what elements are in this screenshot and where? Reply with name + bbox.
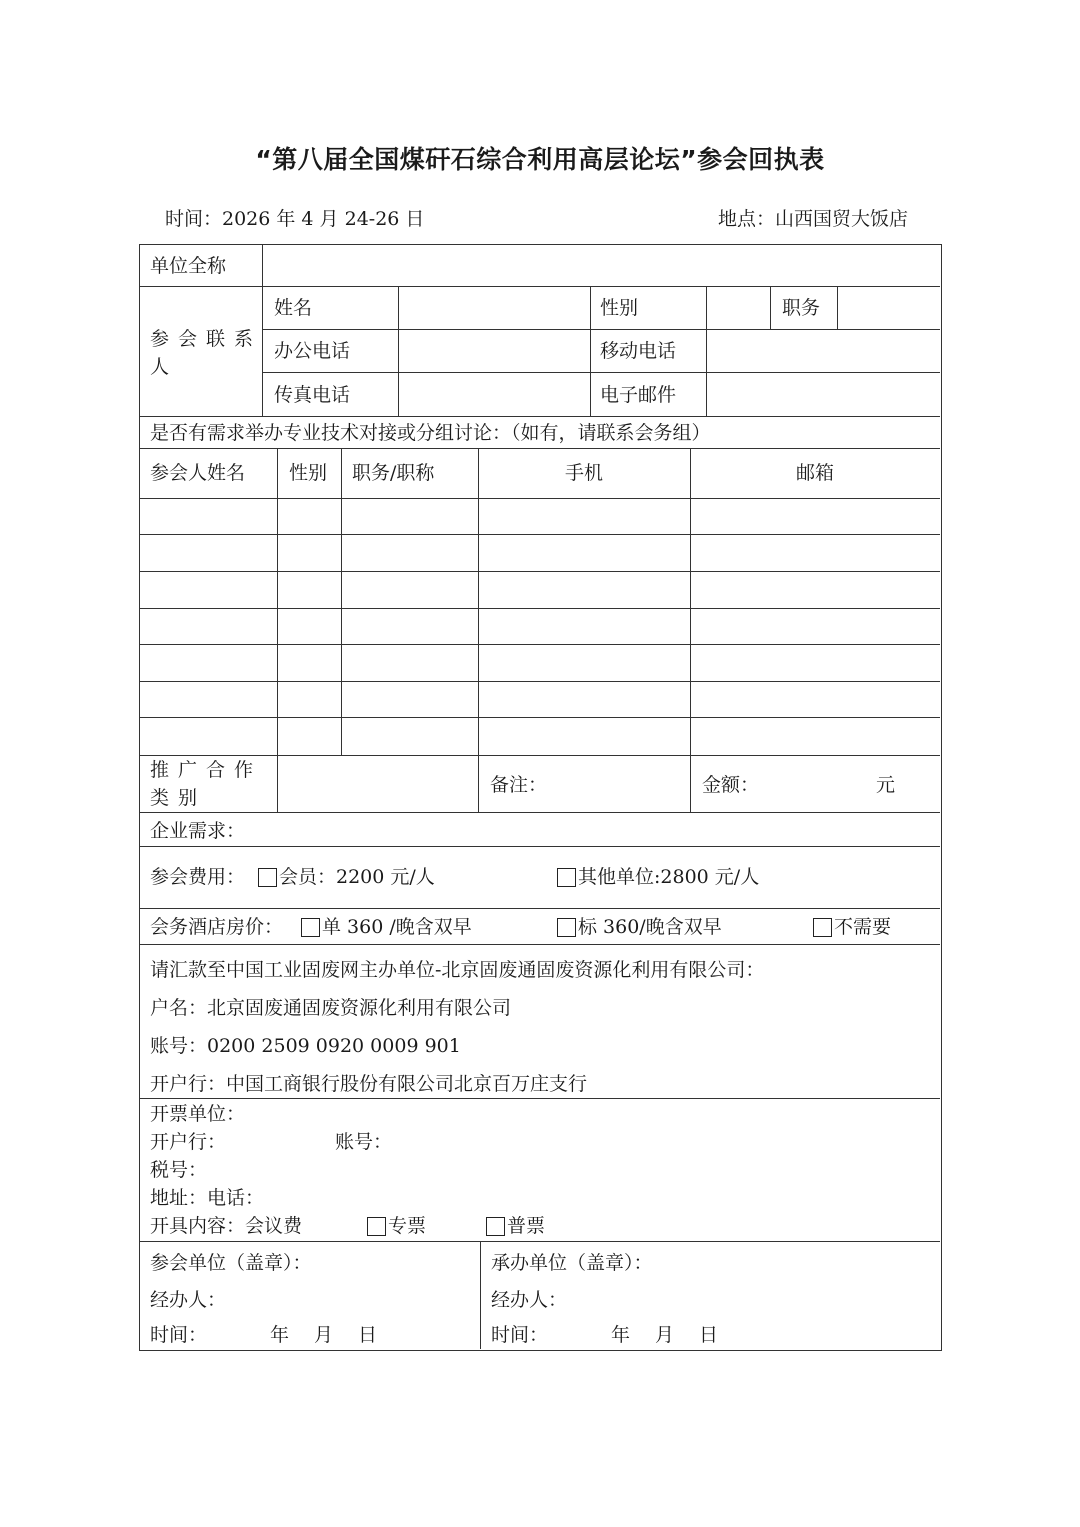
fee-other-option[interactable]: [557, 865, 759, 889]
hotel-price-label: 会务酒店房价：: [150, 916, 284, 938]
participant-handler-label: 经办人：: [150, 1289, 227, 1311]
row-divider: [140, 846, 940, 847]
organizer-time-label: 时间：: [491, 1324, 549, 1346]
fee-other-text: 其他单位:2800 元/人: [578, 866, 760, 888]
member-checkbox[interactable]: [258, 868, 277, 887]
row-divider: [140, 571, 940, 572]
meeting-time: 时间：2026 年 4 月 24-26 日: [165, 208, 425, 230]
organizer-handler-label: 经办人：: [491, 1289, 568, 1311]
organizer-month-label: 月: [655, 1324, 675, 1346]
row-divider: [140, 644, 940, 645]
invoice-tax-label: 税号：: [150, 1159, 208, 1181]
attendee-mobile-header: 手机: [564, 462, 603, 484]
position-label: 职务: [782, 297, 821, 319]
row-divider: [140, 908, 940, 909]
row-divider: [140, 608, 940, 609]
no-hotel-checkbox[interactable]: [813, 918, 832, 937]
col-divider: [837, 286, 838, 329]
invoice-special-text: 专票: [388, 1215, 427, 1237]
col-divider: [480, 1241, 481, 1349]
row-divider: [262, 372, 940, 373]
page-title: “第八届全国煤矸石综合利用高层论坛”参会回执表: [255, 145, 825, 174]
amount-unit: 元: [876, 774, 896, 796]
fee-member-option[interactable]: [258, 865, 435, 889]
col-divider: [262, 245, 263, 416]
col-divider: [690, 448, 691, 812]
row-divider: [140, 944, 940, 945]
hotel-none-text: 不需要: [834, 916, 892, 938]
participant-unit-seal-label: 参会单位（盖章）：: [150, 1252, 312, 1274]
invoice-content-label: 开具内容：会议费: [150, 1215, 303, 1237]
office-phone-label: 办公电话: [274, 340, 351, 362]
col-divider: [341, 448, 342, 755]
row-divider: [140, 498, 940, 499]
bank-name: 开户行：中国工商银行股份有限公司北京百万庄支行: [150, 1073, 588, 1095]
email-label: 电子邮件: [600, 384, 677, 406]
single-room-checkbox[interactable]: [301, 918, 320, 937]
fax-label: 传真电话: [274, 384, 351, 406]
contact-person-label: 参会联系人: [150, 328, 263, 378]
col-divider: [478, 448, 479, 812]
col-divider: [706, 286, 707, 416]
invoice-normal-option[interactable]: [486, 1214, 545, 1238]
invoice-address-label: 地址：电话：: [150, 1187, 265, 1209]
normal-invoice-checkbox[interactable]: [486, 1217, 505, 1236]
row-divider: [140, 717, 940, 718]
col-divider: [398, 286, 399, 416]
organizer-year-label: 年: [611, 1324, 631, 1346]
remark-label: 备注：: [490, 774, 548, 796]
row-divider: [140, 448, 940, 449]
invoice-special-option[interactable]: [367, 1214, 426, 1238]
account-number: 账号：0200 2509 0920 0009 901: [150, 1035, 461, 1057]
tech-discussion-question: 是否有需求举办专业技术对接或分组讨论：（如有，请联系会务组）: [150, 422, 711, 444]
participant-month-label: 月: [314, 1324, 334, 1346]
name-label: 姓名: [274, 297, 313, 319]
hotel-single-text: 单 360 /晚含双早: [322, 916, 472, 938]
row-divider: [140, 416, 940, 417]
organizer-unit-seal-label: 承办单位（盖章）：: [491, 1252, 653, 1274]
col-divider: [590, 286, 591, 416]
col-divider: [770, 286, 771, 329]
attendee-name-header: 参会人姓名: [150, 462, 246, 484]
other-unit-checkbox[interactable]: [557, 868, 576, 887]
org-name-label: 单位全称: [150, 255, 227, 277]
standard-room-checkbox[interactable]: [557, 918, 576, 937]
fee-label: 参会费用：: [150, 866, 246, 888]
attendee-gender-header: 性别: [289, 462, 328, 484]
row-divider: [140, 681, 940, 682]
attendee-title-header: 职务/职称: [352, 462, 435, 484]
row-divider: [140, 1241, 940, 1242]
org-name-field[interactable]: [272, 254, 932, 278]
hotel-standard-text: 标 360/晚含双早: [578, 916, 722, 938]
fee-member-text: 会员：2200 元/人: [279, 866, 435, 888]
row-divider: [140, 1098, 940, 1099]
row-divider: [140, 534, 940, 535]
invoice-normal-text: 普票: [507, 1215, 546, 1237]
account-name: 户名：北京固废通固废资源化利用有限公司: [150, 997, 512, 1019]
payment-instruction: 请汇款至中国工业固废网主办单位-北京固废通固废资源化利用有限公司：: [150, 959, 765, 981]
attendee-email-header: 邮箱: [795, 462, 834, 484]
hotel-none-option[interactable]: [813, 915, 891, 939]
hotel-standard-option[interactable]: [557, 915, 722, 939]
organizer-day-label: 日: [699, 1324, 719, 1346]
col-divider: [277, 448, 278, 812]
mobile-phone-label: 移动电话: [600, 340, 677, 362]
special-invoice-checkbox[interactable]: [367, 1217, 386, 1236]
row-divider: [262, 329, 940, 330]
hotel-single-option[interactable]: [301, 915, 472, 939]
invoice-bank-label: 开户行：: [150, 1131, 227, 1153]
promo-category-label: 推广合作类别: [150, 759, 263, 809]
participant-year-label: 年: [270, 1324, 290, 1346]
meeting-place: 地点：山西国贸大饭店: [717, 208, 908, 230]
participant-time-label: 时间：: [150, 1324, 208, 1346]
invoice-unit-label: 开票单位：: [150, 1103, 246, 1125]
enterprise-needs-label: 企业需求：: [150, 820, 246, 842]
amount-label: 金额：: [702, 774, 760, 796]
row-divider: [140, 286, 940, 287]
participant-day-label: 日: [358, 1324, 378, 1346]
receipt-form-table: [139, 244, 942, 1351]
gender-label: 性别: [600, 297, 639, 319]
invoice-account-label: 账号：: [335, 1131, 393, 1153]
row-divider: [140, 812, 940, 813]
